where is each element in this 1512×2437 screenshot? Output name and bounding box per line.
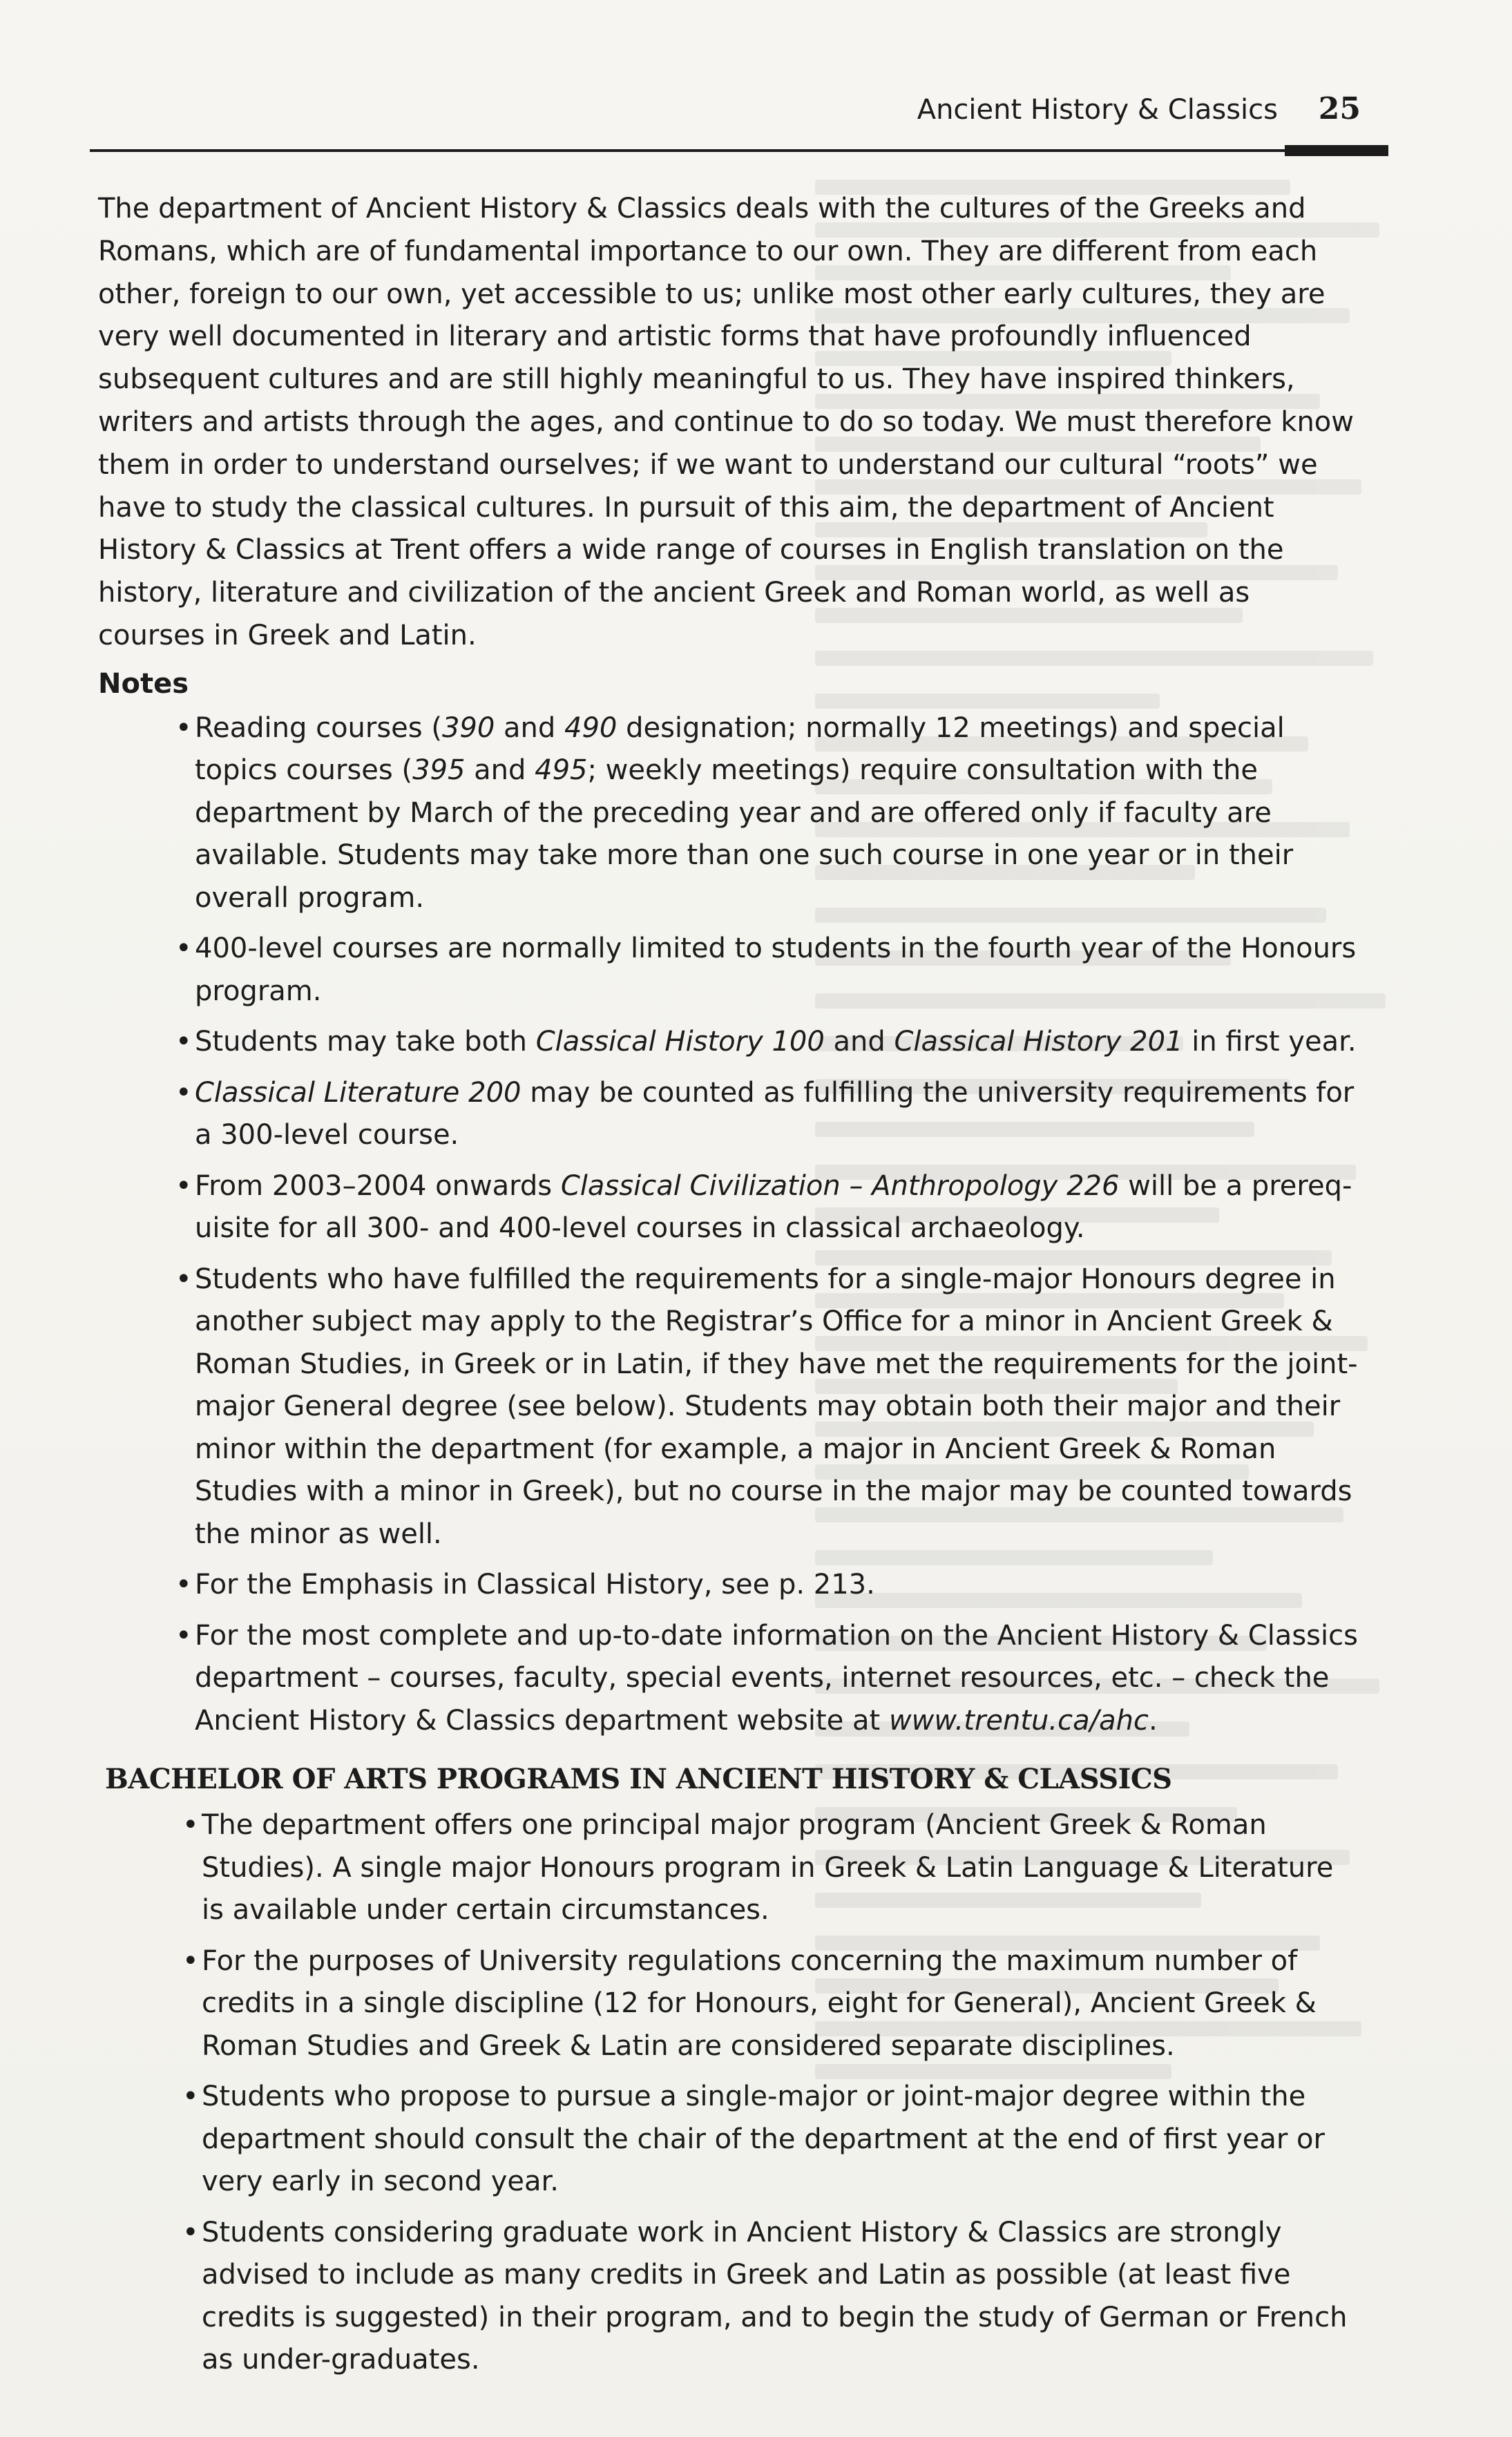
list-item: • Students who have fulfilled the requirements for a single-major Honours degree in another subject may apply to the Registrar’s Office for a minor in Ancient Greek & Roman Studies, in Greek or in Latin, if they have met the requirements for the joint-major General degree (see below). Students may obtain both their major and their minor within the department (for example, a major in Ancient Greek & Roman Studies with a minor in Greek), but no course in the major may be counted towards the minor as well. <box>175 1263 1358 1550</box>
list-item: • Students considering graduate work in Ancient History & Classics are strongly advised to include as many credits in Greek and Latin as possible (at least five credits is suggested) in their program, and to begin the study of German or French as under-graduates. <box>182 2216 1348 2376</box>
list-item: • From 2003–2004 onwards Classical Civilization – Anthropology 226 will be a prereq-uisite for all 300- and 400-level courses in classical archaeology. <box>175 1169 1352 1245</box>
page-number: 25 <box>1318 91 1361 126</box>
list-item: • Reading courses (390 and 490 designation; normally 12 meetings) and special topics courses (395 and 495; weekly meetings) require consultation with the department by March of the preceding year and are offered only if faculty are available. Students may take more than one such course in one year or in their overall program. <box>175 711 1294 914</box>
list-item: • For the most complete and up-to-date information on the Ancient History & Classics department – courses, faculty, special events, internet resources, etc. – check the Ancient History & Classics department website at www.trentu.ca/ahc. <box>175 1619 1358 1737</box>
header-title: Ancient History & Classics <box>917 94 1278 126</box>
running-header <box>90 82 1388 157</box>
header-tab-marker <box>1285 145 1388 156</box>
ba-programs-list <box>98 1804 1362 2382</box>
list-item: • Students who propose to pursue a single-major or joint-major degree within the department should consult the chair of the department at the end of first year or very early in second year. <box>182 2081 1325 2198</box>
ba-programs-heading: BACHELOR OF ARTS PROGRAMS IN ANCIENT HISTORY & CLASSICS <box>105 1763 1172 1796</box>
list-item: • For the purposes of University regulations concerning the maximum number of credits in a single discipline (12 for Honours, eight for General), Ancient Greek & Roman Studies and Greek & Latin are considered separate disciplines. <box>182 1944 1317 2062</box>
list-item: • Classical Literature 200 may be counted as fulfilling the university requirements for a 300-level course. <box>175 1076 1355 1151</box>
intro-paragraph: The department of Ancient History & Classics deals with the cultures of the Greeks and Romans, which are of fundamental importance to our own. They are different from each other, foreign to our own, yet accessible to us; unlike most other early cultures, they are very well documented in literary and artistic forms that have profoundly influenced subsequent cultures and are still highly meaningful to us. They have inspired thinkers, writers and artists through the ages, and continue to do so today. We must therefore know them in order to understand ourselves; if we want to understand our cultural “roots” we have to study the classical cultures. In pursuit of this aim, the department of Ancient History & Classics at Trent offers a wide range of courses in English translation on the history, literature and civilization of the ancient Greek and Roman world, as well as courses in Greek and Latin. <box>98 193 1354 651</box>
website-link: www.trentu.ca/ahc <box>888 1704 1149 1737</box>
list-item: • Students may take both Classical History 100 and Classical History 201 in first year. <box>175 1026 1357 1058</box>
header-rule <box>90 149 1388 152</box>
notes-list <box>98 707 1362 1743</box>
page-content <box>98 188 1362 2390</box>
list-item: • 400-level courses are normally limited to students in the fourth year of the Honours program. <box>175 933 1357 1007</box>
list-item: • For the Emphasis in Classical History, see p. 213. <box>175 1569 875 1601</box>
list-item: • The department offers one principal major program (Ancient Greek & Roman Studies). A single major Honours program in Greek & Latin Language & Literature is available under certain circumstances. <box>182 1809 1334 1927</box>
notes-heading: Notes <box>98 667 189 700</box>
